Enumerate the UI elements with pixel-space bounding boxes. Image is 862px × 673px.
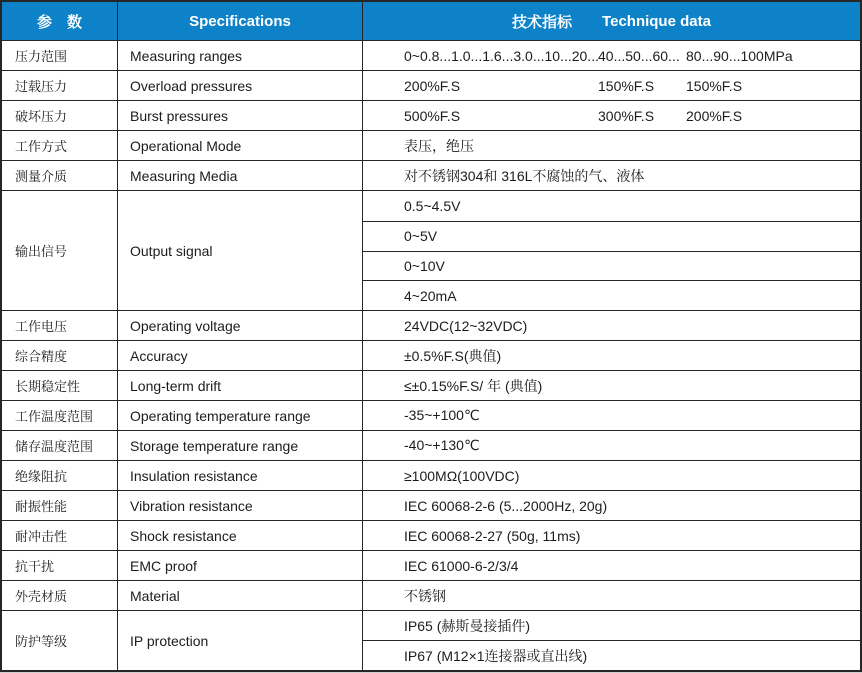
header-technique-data-zh: 技术指标 (512, 13, 573, 31)
param-name-en: Measuring ranges (118, 41, 363, 70)
param-value-list (363, 191, 860, 310)
param-name-zh: 破坏压力 (2, 101, 118, 130)
param-name-zh: 耐振性能 (2, 491, 118, 520)
param-name-en: Measuring Media (118, 161, 363, 190)
param-name-zh: 抗干扰 (2, 551, 118, 580)
param-name-zh: 测量介质 (2, 161, 118, 190)
header-specifications: Specifications (118, 2, 363, 40)
param-name-en: EMC proof (118, 551, 363, 580)
param-value: 表压，绝压 (404, 137, 474, 154)
param-name-en: Insulation resistance (118, 461, 363, 490)
table-row-operational-mode (2, 130, 860, 160)
param-value: ≥100MΩ(100VDC) (404, 467, 520, 484)
value-segment: 300%F.S (598, 107, 655, 124)
param-name-zh: 外壳材质 (2, 581, 118, 610)
table-row-storage-temperature (2, 430, 860, 460)
param-name-en: Long-term drift (118, 371, 363, 400)
param-value: 24VDC(12~32VDC) (404, 317, 528, 334)
param-value: IEC 60068-2-27 (50g, 11ms) (404, 527, 581, 544)
value-segment: 200%F.S (686, 107, 743, 124)
param-subvalue: 0.5~4.5V (404, 197, 461, 214)
param-name-zh: 防护等级 (2, 611, 118, 670)
param-name-zh: 工作温度范围 (2, 401, 118, 430)
param-name-en: Overload pressures (118, 71, 363, 100)
value-segment: 150%F.S (686, 77, 743, 94)
param-name-en: Shock resistance (118, 521, 363, 550)
header-technique-data (363, 2, 860, 40)
param-name-en: Operational Mode (118, 131, 363, 160)
param-name-en: Storage temperature range (118, 431, 363, 460)
table-header-row (2, 2, 860, 40)
table-row-emc-proof (2, 550, 860, 580)
value-segment: 40...50...60... (598, 47, 680, 64)
param-name-en: Vibration resistance (118, 491, 363, 520)
param-name-zh: 储存温度范围 (2, 431, 118, 460)
param-name-en: Output signal (118, 191, 363, 310)
param-value: ≤±0.15%F.S/ 年 (典值) (404, 377, 543, 394)
header-technique-data-en: Technique data (602, 12, 711, 30)
param-value: 不锈钢 (404, 587, 446, 604)
param-name-zh: 输出信号 (2, 191, 118, 310)
param-name-en: IP protection (118, 611, 363, 670)
param-name-zh: 工作方式 (2, 131, 118, 160)
param-subvalue: IP65 (赫斯曼接插件) (404, 617, 531, 634)
param-name-zh: 过载压力 (2, 71, 118, 100)
param-value-group (363, 41, 860, 70)
param-name-zh: 长期稳定性 (2, 371, 118, 400)
param-value-list (363, 611, 860, 670)
table-row-operating-voltage (2, 310, 860, 340)
param-name-zh: 绝缘阻抗 (2, 461, 118, 490)
param-value: 对不锈钢304和 316L不腐蚀的气、液体 (404, 167, 645, 184)
table-row-overload-pressures (2, 70, 860, 100)
value-segment: 80...90...100MPa (686, 47, 793, 64)
param-name-en: Burst pressures (118, 101, 363, 130)
table-row-long-term-drift (2, 370, 860, 400)
param-value: ±0.5%F.S(典值) (404, 347, 502, 364)
param-subvalue: 0~10V (363, 251, 860, 281)
param-value: IEC 60068-2-6 (5...2000Hz, 20g) (404, 497, 608, 514)
table-row-accuracy (2, 340, 860, 370)
param-value-group (363, 101, 860, 130)
value-segment: 200%F.S (404, 77, 461, 94)
value-segment: 500%F.S (404, 107, 461, 124)
table-row-material (2, 580, 860, 610)
param-subvalue: 4~20mA (363, 280, 860, 310)
param-name-en: Operating voltage (118, 311, 363, 340)
table-row-output-signal (2, 190, 860, 310)
param-name-en: Operating temperature range (118, 401, 363, 430)
table-row-ip-protection (2, 610, 860, 670)
value-segment: 0~0.8...1.0...1.6...3.0...10...20... (404, 47, 599, 64)
param-value-group (363, 71, 860, 100)
param-value: IEC 61000-6-2/3/4 (404, 557, 519, 574)
param-name-zh: 综合精度 (2, 341, 118, 370)
table-row-measuring-media (2, 160, 860, 190)
param-name-zh: 耐冲击性 (2, 521, 118, 550)
param-value: -40~+130℃ (404, 437, 480, 453)
table-row-shock-resistance (2, 520, 860, 550)
table-row-measuring-ranges (2, 40, 860, 70)
value-segment: 150%F.S (598, 77, 655, 94)
table-row-vibration-resistance (2, 490, 860, 520)
param-name-en: Material (118, 581, 363, 610)
param-name-en: Accuracy (118, 341, 363, 370)
table-row-burst-pressures (2, 100, 860, 130)
header-parameter: 参 数 (2, 2, 118, 40)
table-row-operating-temperature (2, 400, 860, 430)
param-value: -35~+100℃ (404, 407, 480, 423)
param-name-zh: 工作电压 (2, 311, 118, 340)
param-name-zh: 压力范围 (2, 41, 118, 70)
param-subvalue: IP67 (M12×1连接器或直出线) (363, 640, 860, 670)
param-subvalue: 0~5V (363, 221, 860, 251)
table-row-insulation-resistance (2, 460, 860, 490)
